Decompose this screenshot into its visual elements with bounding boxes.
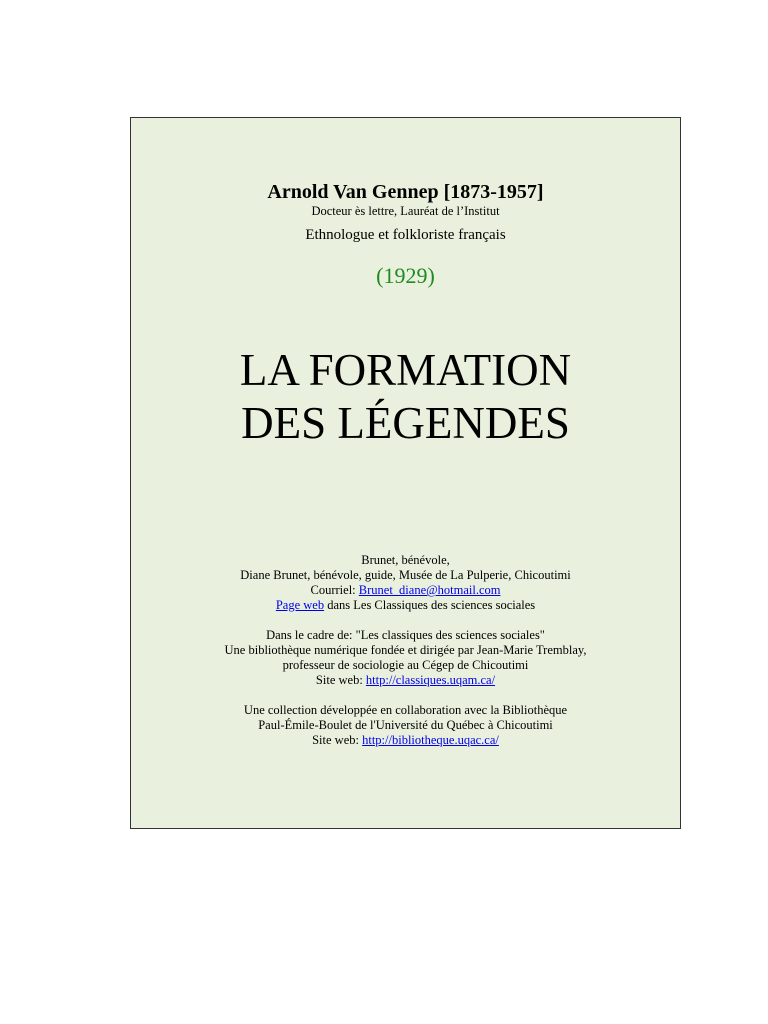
bibliotheque-site-prefix: Site web:: [312, 733, 363, 747]
context-line-1: Dans le cadre de: "Les classiques des sciences sociales": [266, 628, 545, 642]
webpage-line: [131, 598, 680, 613]
book-title: [131, 344, 680, 450]
volunteer-line-2: Diane Brunet, bénévole, guide, Musée de La Pulperie, Chicoutimi: [240, 568, 571, 582]
volunteer-credits: [131, 553, 680, 613]
email-prefix: Courriel:: [310, 583, 359, 597]
author-name: Arnold Van Gennep [1873-1957]: [267, 181, 544, 203]
webpage-suffix: dans Les Classiques des sciences sociales: [324, 598, 536, 612]
bibliotheque-site-line: [131, 733, 680, 748]
classiques-site-line: [131, 673, 680, 688]
bibliotheque-site-link[interactable]: http://bibliotheque.uqac.ca/: [362, 733, 499, 747]
classiques-site-link[interactable]: http://classiques.uqam.ca/: [365, 673, 496, 687]
credits: [131, 553, 680, 763]
webpage-link[interactable]: Page web: [275, 598, 325, 612]
classiques-site-prefix: Site web:: [315, 673, 366, 687]
volunteer-line-1: Brunet, bénévole,: [361, 553, 450, 567]
context-line-3: professeur de sociologie au Cégep de Chicoutimi: [282, 658, 529, 672]
title-line-1: LA FORMATION: [239, 345, 572, 395]
context-credits: [131, 628, 680, 688]
title-line-2: DES LÉGENDES: [241, 398, 570, 448]
collection-line-2: Paul-Émile-Boulet de l'Université du Québec à Chicoutimi: [258, 718, 553, 732]
context-line-2: Une bibliothèque numérique fondée et dirigée par Jean-Marie Tremblay,: [224, 643, 587, 657]
author-profession: Ethnologue et folkloriste français: [305, 227, 506, 243]
cover-page: [130, 117, 681, 829]
email-line: [131, 583, 680, 598]
publication-year: (1929): [376, 263, 435, 288]
email-link[interactable]: Brunet_diane@hotmail.com: [358, 583, 501, 597]
collection-line-1: Une collection développée en collaboration avec la Bibliothèque: [243, 703, 568, 717]
collection-credits: [131, 703, 680, 748]
author-degree: Docteur ès lettre, Lauréat de l’Institut: [311, 204, 500, 218]
